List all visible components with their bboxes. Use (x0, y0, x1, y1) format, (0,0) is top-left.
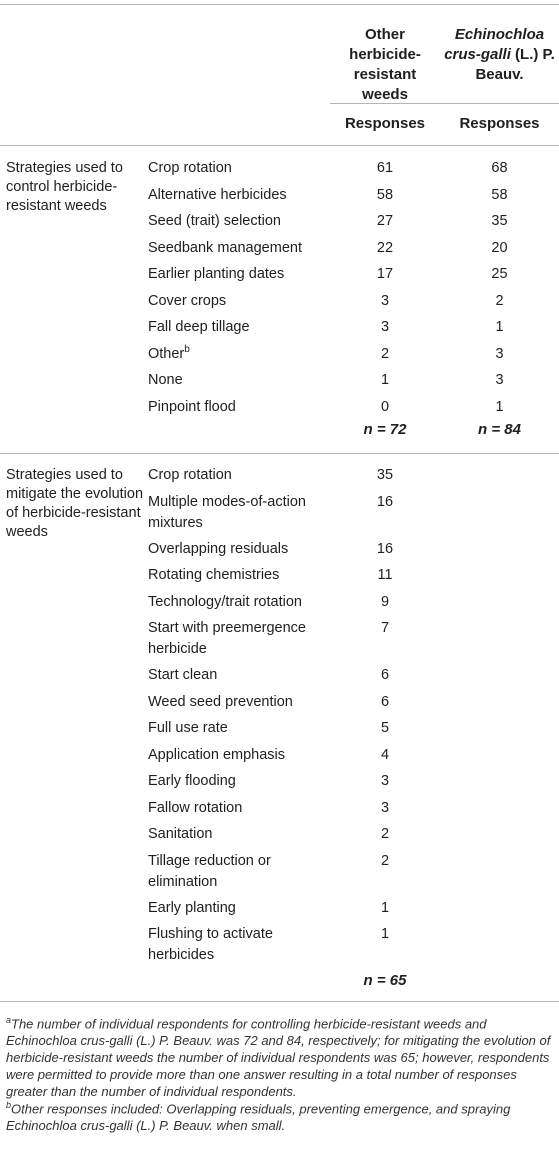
group1-label: Strategies used to control herbicide-resistant weeds (6, 160, 123, 214)
group2-row-value-col1: 11 (377, 567, 393, 583)
group2-row-value-col1: 1 (380, 926, 390, 942)
group1-row-label-text: Seed (trait) selection (148, 213, 281, 229)
group1-row-value-col1: 17 (376, 266, 394, 282)
group2-row-label-text: Start clean (148, 667, 218, 683)
group1-row-value-col2: 2 (495, 292, 504, 309)
group2-row-value-col1: 6 (380, 693, 390, 710)
group2-row-value-col1: 6 (380, 667, 390, 683)
group1-n-col1 (330, 421, 440, 438)
top-rule (0, 4, 559, 5)
group2-row-label (148, 618, 328, 660)
group2-row-label (148, 745, 328, 766)
group2-row-label-text: Flushing to activate herbicides (148, 926, 273, 963)
group1-row-label-text: Crop rotation (148, 160, 232, 176)
group2-row-label-text: Start with preemergence herbicide (148, 620, 306, 657)
table-bottom-rule (0, 1001, 559, 1002)
group2-row-label-text: Early flooding (148, 773, 236, 789)
group2-row-label-text: Multiple modes-of-action mixtures (148, 493, 306, 531)
group1-row-label-text: Earlier planting dates (148, 266, 285, 282)
group2-row-value-col1: 1 (380, 899, 390, 916)
group1-row-label-text: Seedbank management (148, 239, 302, 256)
group2-row-value-col1: 35 (376, 467, 394, 483)
footnote-b-mark: b (6, 1100, 12, 1110)
group1-row-value-col1: 27 (376, 213, 394, 229)
group1-row-label (148, 370, 328, 391)
group1-row-value-col1: 2 (380, 345, 390, 362)
group1-row-label (148, 264, 328, 285)
group1-row-label (148, 397, 328, 418)
group1-row-value-col1: 3 (380, 319, 390, 335)
group1-row-label-text: Pinpoint flood (148, 398, 236, 415)
group1-row-label-text: Other (148, 345, 185, 362)
group2-row-label-text: Early planting (148, 899, 236, 916)
footnote-a-mark: a (6, 1015, 12, 1025)
group1-row-label-text: Alternative herbicides (148, 186, 287, 203)
group1-row-label-text: Cover crops (148, 292, 227, 309)
group2-row-value-col1: 2 (380, 852, 390, 869)
group2-row-label-text: Weed seed prevention (148, 693, 293, 710)
group2-row-label-text: Sanitation (148, 826, 213, 842)
group1-row-value-col2: 3 (495, 345, 504, 362)
group2-row-value-col1: 5 (380, 720, 390, 736)
group2-row-label (148, 851, 328, 893)
group2-label: Strategies used to mitigate the evolution of herbicide-resistant weeds (6, 467, 144, 540)
group2-row-label (148, 665, 328, 686)
group2-row-label-text: Application emphasis (148, 746, 286, 763)
group1-row-label (148, 211, 328, 232)
group1-n-col2 (443, 421, 556, 438)
group2-row-value-col1: 3 (380, 773, 390, 789)
group1-row-label (148, 238, 328, 259)
group1-row-value-col2: 58 (491, 186, 508, 203)
group1-row-value-col2: 1 (495, 319, 504, 335)
group1-n1: n = 72 (363, 421, 407, 438)
group1-bottom-rule (0, 453, 559, 454)
group1-row-label (148, 158, 328, 179)
group1-row-value-col2: 35 (491, 213, 508, 229)
col1-header (330, 25, 440, 105)
group2-row-label (148, 565, 328, 586)
header-sub-rule (330, 103, 559, 104)
group2-n1: n = 65 (363, 972, 407, 989)
group1-row-value-col2: 25 (491, 266, 508, 282)
group1-row-label-text: Fall deep tillage (148, 319, 250, 335)
col2-header (443, 25, 556, 85)
group1-row-label (148, 317, 328, 338)
group2-row-label (148, 539, 328, 560)
group1-row-value-col2: 3 (495, 372, 504, 388)
group1-n2: n = 84 (478, 421, 521, 438)
group2-row-label (148, 492, 328, 534)
footnote-a-text: The number of individual respondents for controlling herbicide-resistant weeds and Echinochloa crus-galli (L.) P. Beauv. was 72 and 84, respectively; for mitigating the evolution of herbicide-resistant weeds the number of individual respondents was 65; however, respondents were permitted to provide more than one answer resulting in a total number of responses greater than the number of individual respondents. (6, 1016, 551, 1100)
group2-row-value-col1: 9 (380, 593, 390, 610)
group2-row-label (148, 592, 328, 613)
col2-title-species: Echinochloa crus-galli (444, 26, 545, 63)
footnote-b (6, 1097, 554, 1134)
footnote-a (6, 1012, 554, 1100)
group1-row-value-col2: 68 (491, 160, 508, 176)
group1-row-label-text: None (148, 372, 183, 388)
col1-responses-label: Responses (344, 115, 426, 132)
group2-row-value-col1: 16 (376, 540, 394, 557)
group2-row-label (148, 465, 328, 486)
group2-row-label-text: Fallow rotation (148, 799, 243, 816)
group2-row-value-col1: 2 (380, 826, 390, 842)
group2-row-label-text: Full use rate (148, 720, 228, 736)
group2-row-label-text: Crop rotation (148, 467, 232, 483)
group2-row-value-col1: 7 (380, 620, 390, 636)
col1-title: Other herbicide-resistant weeds (349, 26, 421, 103)
group1-row-value-col1: 22 (376, 239, 394, 256)
group1-row-footnote-mark: b (184, 343, 190, 355)
group2-row-label (148, 771, 328, 792)
header-bottom-rule (0, 145, 559, 146)
group1-row-value-col1: 61 (376, 160, 394, 176)
group1-row-label (148, 291, 328, 312)
group2-row-label (148, 898, 328, 919)
group2-row-value-col1: 4 (380, 746, 390, 763)
group1-row-value-col2: 20 (491, 239, 508, 256)
group2-row-label-text: Tillage reduction or elimination (148, 852, 271, 890)
group1-row-value-col2: 1 (495, 398, 504, 415)
group2-row-value-col1: 3 (380, 799, 390, 816)
group2-n-col1 (330, 972, 440, 989)
group2-row-label (148, 798, 328, 819)
col2-responses-label: Responses (459, 115, 540, 132)
col2-title-authority: (L.) P. Beauv. (475, 46, 555, 83)
group1-row-label (148, 344, 328, 365)
group1-row-value-col1: 0 (380, 398, 390, 415)
group1-row-value-col1: 1 (380, 372, 390, 388)
group1-row-label (148, 185, 328, 206)
group2-row-label (148, 824, 328, 845)
group2-row-label-text: Rotating chemistries (148, 567, 280, 583)
group2-row-label-text: Technology/trait rotation (148, 593, 302, 610)
group1-row-value-col1: 3 (380, 292, 390, 309)
group2-row-label (148, 692, 328, 713)
footnote-b-text: Other responses included: Overlapping residuals, preventing emergence, and spraying Echinochloa crus-galli (L.) P. Beauv. when small. (6, 1101, 511, 1134)
group2-row-label-text: Overlapping residuals (148, 540, 289, 557)
group2-row-value-col1: 16 (376, 493, 394, 510)
group1-row-value-col1: 58 (376, 186, 394, 203)
group2-row-label (148, 924, 328, 966)
group2-row-label (148, 718, 328, 739)
